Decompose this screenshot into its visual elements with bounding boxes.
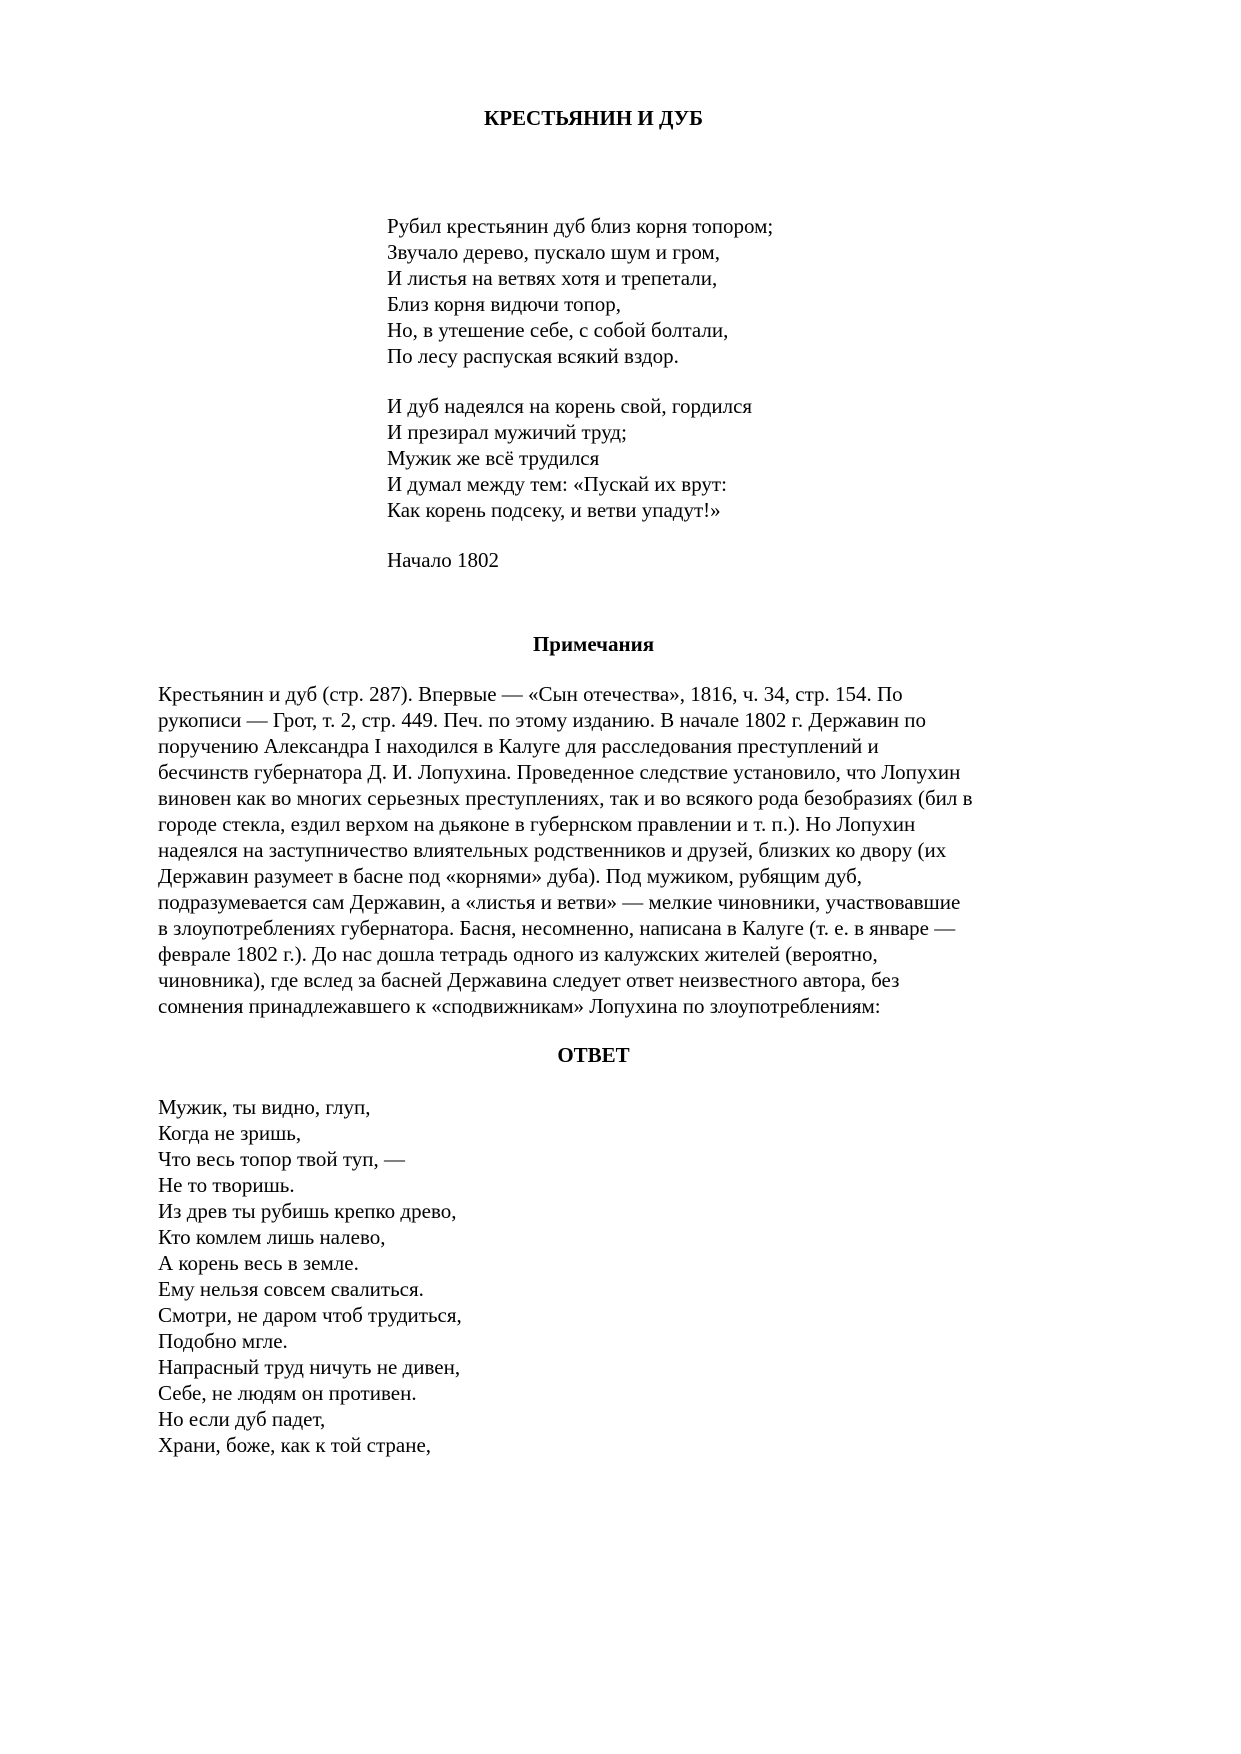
answer-line: Храни, боже, как к той стране,	[158, 1433, 432, 1457]
poem-stanza-2	[387, 393, 752, 523]
poem-date: Начало 1802	[387, 548, 499, 572]
notes-line: надеялся на заступничество влиятельных родственников и друзей, близких ко двору (их	[158, 838, 947, 862]
notes-line: городе стекла, ездил верхом на дьяконе в губернском правлении и т. п.). Но Лопухин	[158, 812, 916, 836]
notes-line: рукописи — Грот, т. 2, стр. 449. Печ. по этому изданию. В начале 1802 г. Державин по	[158, 708, 926, 732]
poem-line: По лесу распуская всякий вздор.	[387, 344, 679, 368]
poem-line: Мужик же всё трудился	[387, 446, 600, 470]
notes-line: чиновника), где вслед за басней Державина следует ответ неизвестного автора, без	[158, 968, 900, 992]
answer-line: Не то творишь.	[158, 1173, 295, 1197]
notes-heading: Примечания	[532, 632, 655, 656]
answer-line: А корень весь в земле.	[158, 1251, 359, 1275]
notes-line: бесчинств губернатора Д. И. Лопухина. Проведенное следствие установило, что Лопухин	[158, 760, 961, 784]
document-title: КРЕСТЬЯНИН И ДУБ	[483, 106, 703, 130]
answer-heading: ОТВЕТ	[557, 1043, 630, 1067]
answer-line: Себе, не людям он противен.	[158, 1381, 417, 1405]
answer-line: Смотри, не даром чтоб трудиться,	[158, 1303, 462, 1327]
poem-line: И думал между тем: «Пускай их врут:	[387, 472, 727, 496]
notes-line: поручению Александра I находился в Калуге для расследования преступлений и	[158, 734, 879, 758]
answer-line: Кто комлем лишь налево,	[158, 1225, 386, 1249]
answer-line: Напрасный труд ничуть не дивен,	[158, 1355, 461, 1379]
answer-line: Мужик, ты видно, глуп,	[158, 1095, 371, 1119]
poem-stanza-1	[387, 213, 773, 369]
poem-line: И листья на ветвях хотя и трепетали,	[387, 266, 718, 290]
answer-poem	[158, 1094, 462, 1458]
answer-line: Что весь топор твой туп, —	[158, 1147, 406, 1171]
answer-line: Подобно мгле.	[158, 1329, 288, 1353]
poem-line: Звучало дерево, пускало шум и гром,	[387, 240, 720, 264]
notes-line: виновен как во многих серьезных преступлениях, так и во всякого рода безобразиях (бил в	[158, 786, 973, 810]
poem-line: Как корень подсеку, и ветви упадут!»	[387, 498, 721, 522]
answer-line: Но если дуб падет,	[158, 1407, 326, 1431]
answer-line: Когда не зришь,	[158, 1121, 302, 1145]
notes-line: Крестьянин и дуб (стр. 287). Впервые — «Сын отечества», 1816, ч. 34, стр. 154. По	[158, 682, 903, 706]
poem-line: И дуб надеялся на корень свой, гордился	[387, 394, 753, 418]
poem-line: Рубил крестьянин дуб близ корня топором;	[387, 214, 774, 238]
poem-line: Но, в утешение себе, с собой болтали,	[387, 318, 729, 342]
notes-line: в злоупотреблениях губернатора. Басня, несомненно, написана в Калуге (т. е. в январе —	[158, 916, 956, 940]
notes-line: подразумевается сам Державин, а «листья и ветви» — мелкие чиновники, участвовавшие	[158, 890, 961, 914]
answer-line: Ему нельзя совсем свалиться.	[158, 1277, 424, 1301]
answer-line: Из древ ты рубишь крепко древо,	[158, 1199, 457, 1223]
poem-line: Близ корня видючи топор,	[387, 292, 621, 316]
notes-line: феврале 1802 г.). До нас дошла тетрадь одного из калужских жителей (вероятно,	[158, 942, 878, 966]
notes-paragraph	[158, 681, 973, 1019]
poem-line: И презирал мужичий труд;	[387, 420, 627, 444]
notes-line: сомнения принадлежавшего к «сподвижникам» Лопухина по злоупотреблениям:	[158, 994, 881, 1018]
notes-line: Державин разумеет в басне под «корнями» дуба). Под мужиком, рубящим дуб,	[158, 864, 863, 888]
